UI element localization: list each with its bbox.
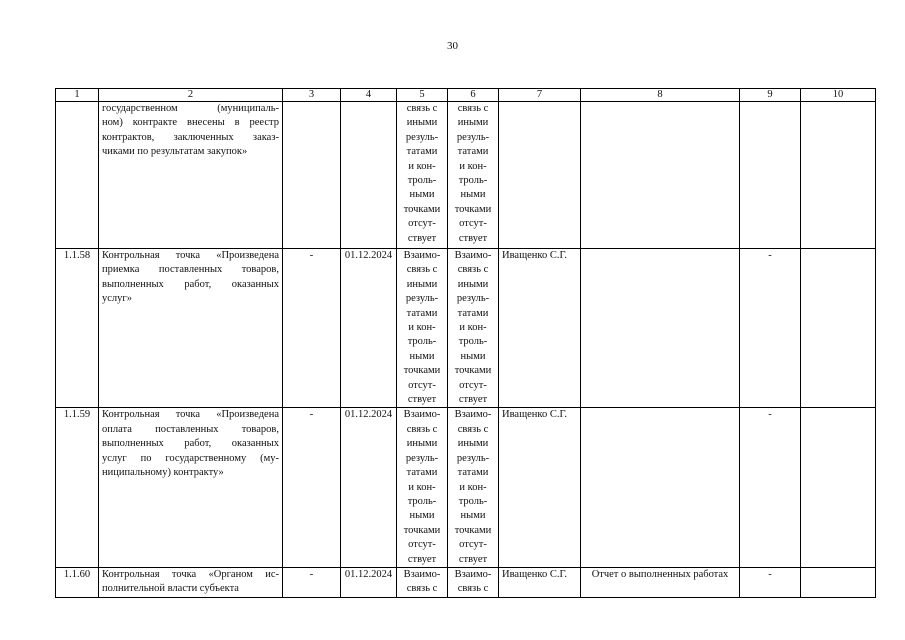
col5-line: иными [406,117,438,129]
col6-line: точками [454,524,492,536]
col6-cell [448,408,499,567]
col6-line: отсут- [459,539,487,551]
date-value: 01.12.2024 [344,409,393,421]
row-id: 1.1.60 [63,568,91,580]
col6-line: связь с [457,103,489,114]
date-value: 01.12.2024 [344,568,393,580]
col6-cell [448,249,499,408]
col5-line: Взаимо- [403,409,441,421]
table-row [56,567,876,597]
col8-cell [581,567,740,597]
col5-line: резуль- [405,131,439,143]
col6-line: связь с [457,583,489,595]
col9-cell [740,567,801,597]
col5-line: ными [409,189,435,201]
col8-cell [581,102,740,249]
col5-line: иными [406,438,438,450]
col6-line: троль- [458,495,488,507]
col6-line: ными [460,189,486,201]
col6-line: троль- [458,175,488,187]
date-cell [341,567,397,597]
page-number: 30 [447,40,458,52]
description-line: Контрольная точка «Произведена [102,409,279,421]
col6-line: ными [460,350,486,362]
description-line: услуг по государственному (му- [102,452,279,464]
description-line: оплата поставленных товаров, [102,423,279,435]
responsible-value: Иващенко С.Г. [502,250,568,261]
col6-line: ствует [458,394,488,406]
description-line: ном) контракте внесены в реестр [102,117,279,129]
col3-cell [283,408,341,567]
date-cell [341,102,397,249]
col6-line: ствует [458,232,488,244]
description-cell [99,567,283,597]
col5-line: резуль- [405,293,439,305]
col6-line: Взаимо- [454,250,492,261]
col6-line: иными [457,438,489,450]
col3-value: - [309,250,314,261]
description-line: выполненных работ, оказанных [102,278,279,290]
col6-line: резуль- [456,131,490,143]
col5-line: и кон- [408,481,436,493]
col5-line: связь с [406,264,438,276]
control-points-table [55,88,876,598]
header-col-1: 1 [56,89,99,102]
col9-value: - [768,409,772,421]
col5-line: татами [406,146,438,158]
col9-cell [740,408,801,567]
table-row [56,408,876,567]
col5-cell [397,567,448,597]
col5-line: Взаимо- [403,568,441,580]
col5-line: троль- [407,495,437,507]
col9-cell [740,102,801,249]
col6-line: иными [457,278,489,290]
col3-cell [283,249,341,408]
col6-line: точками [454,365,492,377]
header-col-9: 9 [740,89,801,102]
description-line: выполненных работ, оказанных [102,438,279,450]
col5-line: связь с [406,423,438,435]
header-col-5: 5 [397,89,448,102]
col5-line: и кон- [408,322,436,334]
col6-line: татами [457,307,489,319]
description-line: государственном (муниципаль- [102,103,279,114]
description-line: приемка поставленных товаров, [102,264,279,276]
col6-line: Взаимо- [454,409,492,421]
col5-line: ствует [407,232,437,244]
description-line: полнительной власти субъекта [102,583,239,595]
header-col-3: 3 [283,89,341,102]
row-id: 1.1.59 [63,409,91,421]
col8-cell [581,249,740,408]
col5-line: ствует [407,394,437,406]
responsible-cell [499,249,581,408]
col3-cell [283,102,341,249]
col6-line: ствует [458,553,488,565]
col5-line: резуль- [405,452,439,464]
description-line: Контрольная точка «Органом ис- [102,568,279,580]
description-line: ниципальному) контракту» [102,467,224,479]
col6-line: татами [457,467,489,479]
header-col-7: 7 [499,89,581,102]
col6-line: точками [454,203,492,215]
col6-line: резуль- [456,452,490,464]
row-id: 1.1.58 [63,250,91,261]
col5-cell [397,249,448,408]
col5-cell [397,102,448,249]
col5-line: татами [406,467,438,479]
col5-line: связь с [406,583,438,595]
col10-cell [801,408,876,567]
col6-line: иными [457,117,489,129]
responsible-cell [499,102,581,249]
date-cell [341,249,397,408]
col6-line: и кон- [459,160,487,172]
col5-line: Взаимо- [403,250,441,261]
col6-line: и кон- [459,322,487,334]
col9-value: - [768,568,772,580]
row-id-cell [56,102,99,249]
header-col-2: 2 [99,89,283,102]
col6-cell [448,102,499,249]
col6-cell [448,567,499,597]
col5-line: и кон- [408,160,436,172]
responsible-cell [499,408,581,567]
col9-value: - [768,250,772,261]
responsible-cell [499,567,581,597]
description-cell [99,249,283,408]
header-col-6: 6 [448,89,499,102]
responsible-value: Иващенко С.Г. [502,568,568,580]
col6-line: связь с [457,264,489,276]
date-value: 01.12.2024 [344,250,393,261]
col5-line: татами [406,307,438,319]
col6-line: отсут- [459,379,487,391]
row-id-cell [56,408,99,567]
col3-cell [283,567,341,597]
col5-line: ными [409,510,435,522]
col6-line: троль- [458,336,488,348]
col3-value: - [309,409,314,421]
header-col-10: 10 [801,89,876,102]
col5-line: троль- [407,336,437,348]
col3-value: - [309,568,314,580]
table-row [56,249,876,408]
col5-cell [397,408,448,567]
col6-line: связь с [457,423,489,435]
col8-value: Отчет о выполненных работах [591,568,729,580]
col9-cell [740,249,801,408]
col5-line: ствует [407,553,437,565]
col5-line: точками [403,203,441,215]
description-line: чиками по результатам закупок» [102,146,248,158]
description-line: Контрольная точка «Произведена [102,250,279,261]
date-cell [341,408,397,567]
description-line: контрактов, заключенных заказ- [102,131,279,143]
col5-line: троль- [407,175,437,187]
header-col-8: 8 [581,89,740,102]
description-cell [99,102,283,249]
row-id-cell [56,249,99,408]
col10-cell [801,567,876,597]
row-id-cell [56,567,99,597]
col10-cell [801,249,876,408]
col6-line: ными [460,510,486,522]
col5-line: отсут- [408,218,436,230]
col5-line: точками [403,524,441,536]
col6-line: татами [457,146,489,158]
col5-line: отсут- [408,379,436,391]
col5-line: иными [406,278,438,290]
col10-cell [801,102,876,249]
col5-line: ными [409,350,435,362]
col6-line: Взаимо- [454,568,492,580]
col6-line: и кон- [459,481,487,493]
description-line: услуг» [102,293,132,305]
table-row [56,102,876,249]
col5-line: связь с [406,103,438,114]
table-header-row [56,89,876,102]
description-cell [99,408,283,567]
col8-cell [581,408,740,567]
col6-line: отсут- [459,218,487,230]
col5-line: отсут- [408,539,436,551]
responsible-value: Иващенко С.Г. [502,409,568,421]
header-col-4: 4 [341,89,397,102]
col5-line: точками [403,365,441,377]
col6-line: резуль- [456,293,490,305]
